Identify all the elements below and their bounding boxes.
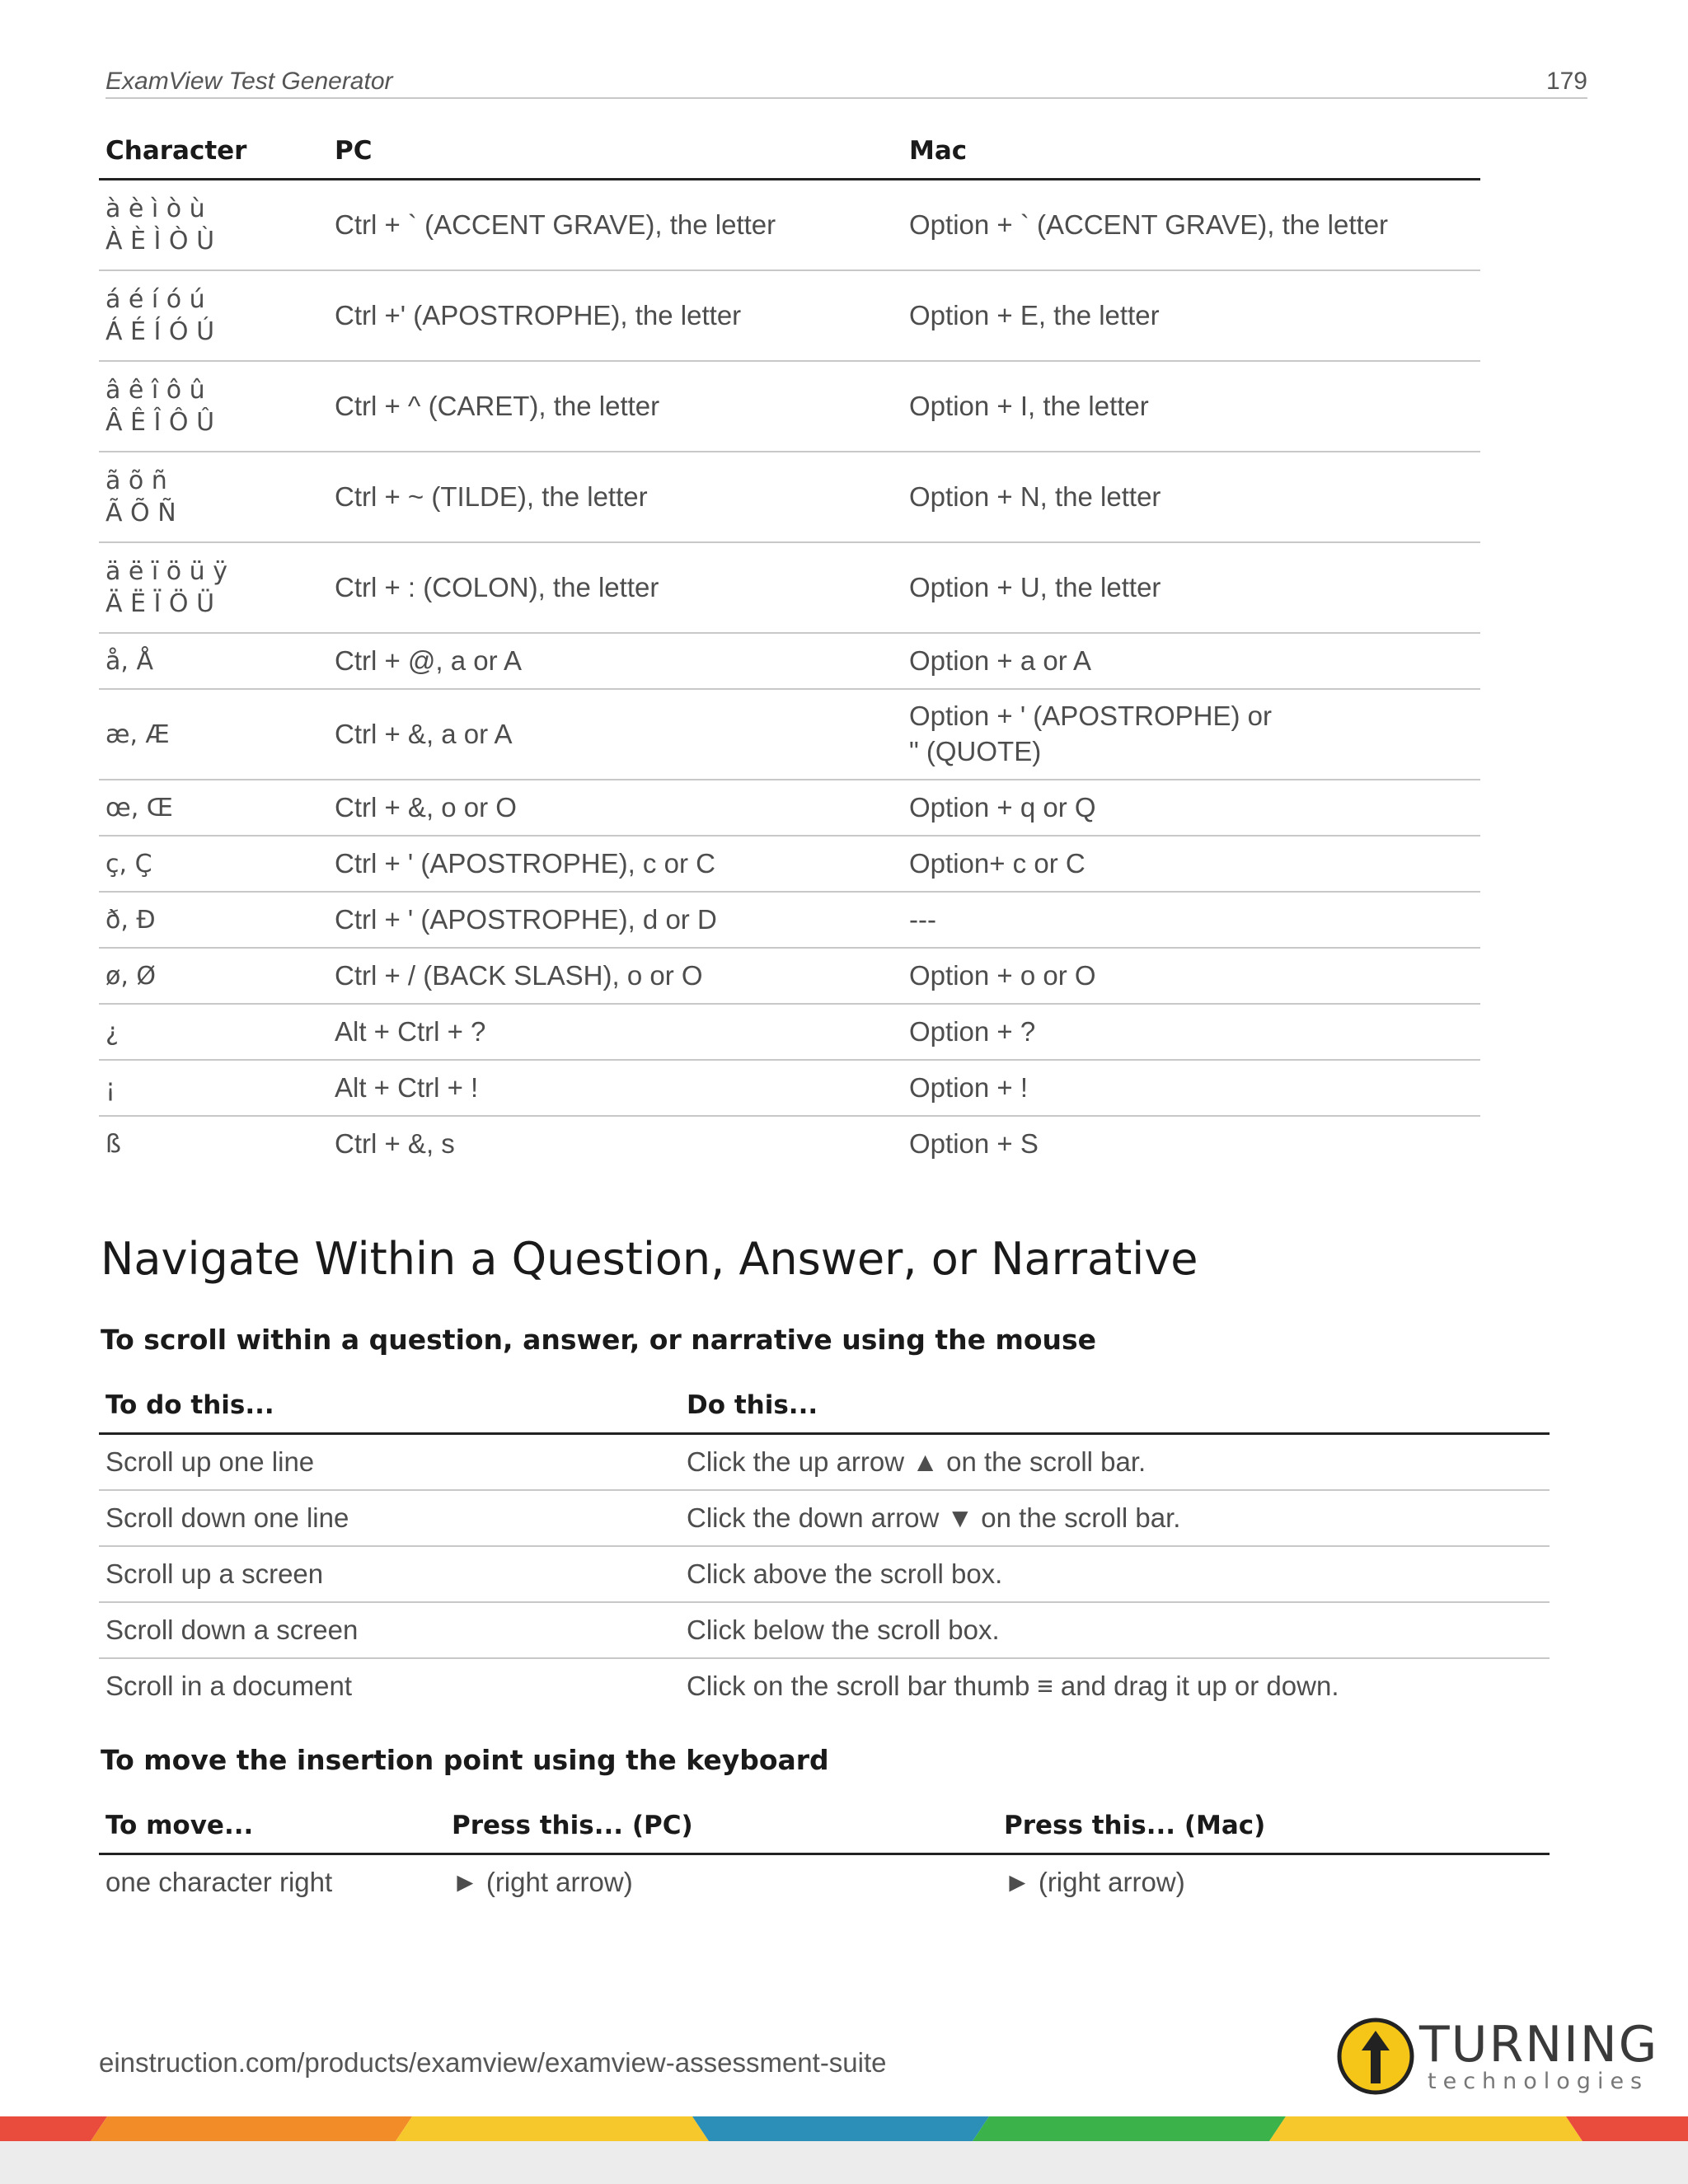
character-cell: œ, Œ xyxy=(99,780,328,836)
table-row xyxy=(99,1116,1480,1171)
character-cell: ç, Ç xyxy=(99,836,328,892)
mac-keystroke-cell: Option + S xyxy=(909,1127,1039,1159)
column-header-press-pc: Press this... (PC) xyxy=(445,1798,997,1854)
instruction-cell: Click the up arrow ▲ on the scroll bar. xyxy=(680,1434,1550,1491)
mac-keystroke-cell: Option + ? xyxy=(903,1004,1480,1060)
footer-band xyxy=(0,2141,1688,2184)
footer-color-stripe xyxy=(0,2116,1688,2141)
character-cell: â ê î ô û Â Ê Î Ô Û xyxy=(99,361,328,452)
section-title: Navigate Within a Question, Answer, or Narrative xyxy=(101,1233,1198,1285)
mac-keystroke-cell: Option + ! xyxy=(903,1060,1480,1116)
character-cell: æ, Æ xyxy=(99,689,328,780)
logo-wordmark-technologies: technologies xyxy=(1428,2069,1649,2094)
table-row xyxy=(99,689,1480,780)
scroll-subheading: To scroll within a question, answer, or narrative using the mouse xyxy=(101,1324,1097,1356)
move-cell: one character right xyxy=(106,1866,333,1897)
mac-keystroke-cell: Option + q or Q xyxy=(903,780,1480,836)
table-row xyxy=(99,270,1480,361)
pc-keystroke-cell: Ctrl + ` (ACCENT GRAVE), the letter xyxy=(328,180,903,271)
pc-keystroke-cell: Ctrl + ' (APOSTROPHE), d or D xyxy=(328,892,903,948)
column-header-to-move: To move... xyxy=(99,1798,445,1854)
character-cell: ß xyxy=(106,1129,121,1159)
mac-key-cell: ► (right arrow) xyxy=(1004,1866,1185,1897)
table-row xyxy=(99,1490,1550,1546)
table-row xyxy=(99,1004,1480,1060)
column-header-press-mac: Press this... (Mac) xyxy=(997,1798,1550,1854)
character-cell: ¡ xyxy=(99,1060,328,1116)
scroll-mouse-table xyxy=(99,1378,1550,1713)
document-title: ExamView Test Generator xyxy=(106,68,393,95)
character-cell: å, Å xyxy=(99,633,328,689)
instruction-cell: Click above the scroll box. xyxy=(680,1546,1550,1602)
table-header-row xyxy=(99,1378,1550,1434)
character-cell: ¿ xyxy=(99,1004,328,1060)
instruction-cell: Click the down arrow ▼ on the scroll bar. xyxy=(680,1490,1550,1546)
page-number: 179 xyxy=(1545,68,1587,95)
table-row xyxy=(99,542,1480,633)
table-row xyxy=(99,948,1480,1004)
mac-keystroke-cell: --- xyxy=(903,892,1480,948)
table-header-row xyxy=(99,1798,1550,1854)
table-row xyxy=(99,1546,1550,1602)
pc-keystroke-cell: Ctrl + @, a or A xyxy=(328,633,903,689)
pc-keystroke-cell: Ctrl + ~ (TILDE), the letter xyxy=(328,452,903,542)
table-row xyxy=(99,1854,1550,1910)
pc-keystroke-cell: Ctrl + ^ (CARET), the letter xyxy=(328,361,903,452)
mac-keystroke-cell: Option + o or O xyxy=(903,948,1480,1004)
table-row xyxy=(99,1060,1480,1116)
move-subheading: To move the insertion point using the keyboard xyxy=(101,1744,829,1776)
mac-keystroke-cell: Option + ` (ACCENT GRAVE), the letter xyxy=(903,180,1480,271)
pc-keystroke-cell: Ctrl + : (COLON), the letter xyxy=(328,542,903,633)
action-cell: Scroll down one line xyxy=(99,1490,680,1546)
table-row xyxy=(99,361,1480,452)
table-row xyxy=(99,452,1480,542)
pc-keystroke-cell: Alt + Ctrl + ? xyxy=(328,1004,903,1060)
action-cell: Scroll up one line xyxy=(99,1434,680,1491)
pc-key-cell: ► (right arrow) xyxy=(452,1866,633,1897)
table-row xyxy=(99,836,1480,892)
page-header xyxy=(106,64,1587,99)
instruction-cell: Click below the scroll box. xyxy=(680,1602,1550,1658)
character-cell: ø, Ø xyxy=(99,948,328,1004)
table-row xyxy=(99,1658,1550,1713)
table-row xyxy=(99,180,1480,271)
turning-logo-icon xyxy=(1337,2018,1414,2095)
pc-keystroke-cell: Ctrl +' (APOSTROPHE), the letter xyxy=(328,270,903,361)
column-header-to-do: To do this... xyxy=(99,1378,680,1434)
mac-keystroke-cell: Option+ c or C xyxy=(903,836,1480,892)
table-row xyxy=(99,1602,1550,1658)
pc-keystroke-cell: Ctrl + / (BACK SLASH), o or O xyxy=(328,948,903,1004)
table-header-row xyxy=(99,124,1480,180)
action-cell: Scroll up a screen xyxy=(99,1546,680,1602)
pc-keystroke-cell: Ctrl + &, o or O xyxy=(328,780,903,836)
action-cell: Scroll in a document xyxy=(106,1670,352,1701)
pc-keystroke-cell: Ctrl + ' (APOSTROPHE), c or C xyxy=(328,836,903,892)
table-row xyxy=(99,892,1480,948)
mac-keystroke-cell: Option + ' (APOSTROPHE) or " (QUOTE) xyxy=(903,689,1480,780)
turning-technologies-logo xyxy=(1337,2016,1659,2100)
character-cell: ä ë ï ö ü ÿ Ä Ë Ï Ö Ü xyxy=(99,542,328,633)
table-row xyxy=(99,633,1480,689)
character-cell: à è ì ò ù À È Ì Ò Ù xyxy=(99,180,328,271)
mac-keystroke-cell: Option + E, the letter xyxy=(903,270,1480,361)
table-row xyxy=(99,1434,1550,1491)
mac-keystroke-cell: Option + a or A xyxy=(903,633,1480,689)
pc-keystroke-cell: Ctrl + &, s xyxy=(335,1127,455,1159)
action-cell: Scroll down a screen xyxy=(99,1602,680,1658)
pc-keystroke-cell: Ctrl + &, a or A xyxy=(328,689,903,780)
special-characters-table xyxy=(99,124,1480,1171)
footer-url: einstruction.com/products/examview/examview-assessment-suite xyxy=(99,2047,887,2078)
column-header-character: Character xyxy=(99,124,328,180)
column-header-pc: PC xyxy=(328,124,903,180)
keyboard-move-table xyxy=(99,1798,1550,1910)
column-header-do-this: Do this... xyxy=(680,1378,1550,1434)
mac-keystroke-cell: Option + I, the letter xyxy=(903,361,1480,452)
column-header-mac: Mac xyxy=(903,124,1480,180)
character-cell: á é í ó ú Á É Í Ó Ú xyxy=(99,270,328,361)
logo-wordmark-turning: TURNING xyxy=(1419,2016,1659,2074)
pc-keystroke-cell: Alt + Ctrl + ! xyxy=(328,1060,903,1116)
character-cell: ð, Ð xyxy=(99,892,328,948)
character-cell: ã õ ñ Ã Õ Ñ xyxy=(99,452,328,542)
table-row xyxy=(99,780,1480,836)
mac-keystroke-cell: Option + N, the letter xyxy=(903,452,1480,542)
instruction-cell: Click on the scroll bar thumb ≡ and drag it up or down. xyxy=(687,1670,1339,1701)
mac-keystroke-cell: Option + U, the letter xyxy=(903,542,1480,633)
